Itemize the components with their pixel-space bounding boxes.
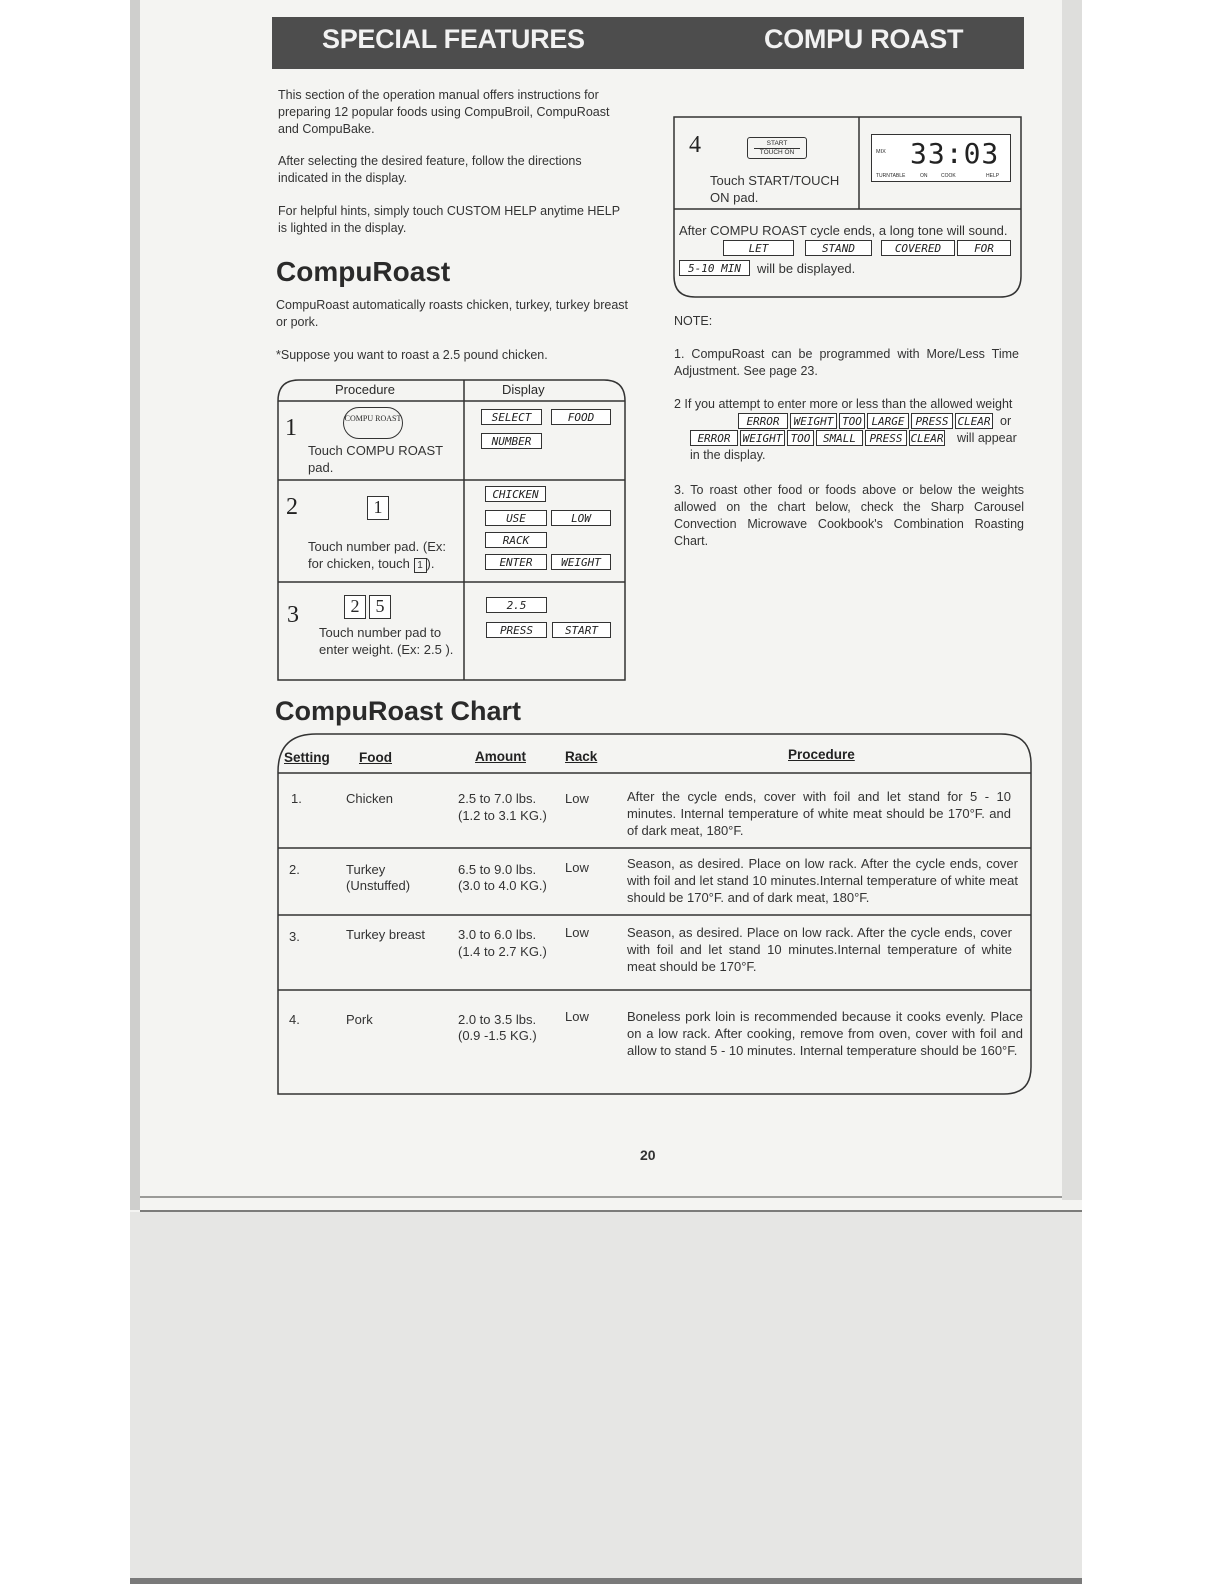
display-segment: 5-10 MIN: [679, 260, 750, 276]
display-segment: USE: [485, 510, 547, 526]
page-number: 20: [640, 1147, 656, 1163]
chart-cell-rack: Low: [565, 791, 589, 806]
step-instruction: Touch COMPU ROAST pad.: [308, 443, 443, 475]
display-segment: PRESS: [486, 622, 547, 638]
intro-paragraph: After selecting the desired feature, follow the directions indicated in the display.: [278, 154, 582, 185]
display-segment: LARGE: [867, 413, 909, 429]
compu-roast-key-icon: [343, 407, 403, 439]
after-cycle-text: [679, 222, 1016, 240]
page-bottom-edge: [140, 1196, 1062, 1198]
scanner-background: [130, 1212, 1082, 1584]
step-instruction: [308, 538, 458, 573]
note-item: 3. To roast other food or foods above or below the weights allowed on the chart below, check the Sharp Carousel Convection Microwave Cookbook's Combination Roasting Chart.: [674, 483, 1024, 548]
chart-header-setting: Setting: [284, 750, 330, 765]
number-key-icon: 5: [369, 595, 391, 619]
header-title-right: COMPU ROAST: [764, 24, 964, 54]
chart-cell-setting: 1.: [291, 791, 302, 806]
display-segment: LET: [723, 240, 794, 256]
display-segment: PRESS: [865, 430, 907, 446]
chart-cell-setting: 2.: [289, 862, 300, 877]
binding-shadow: [130, 0, 140, 1210]
section-description: CompuRoast automatically roasts chicken, turkey, turkey breast or pork.: [276, 298, 628, 329]
display-segment: PRESS: [911, 413, 953, 429]
display-segment: ERROR: [738, 413, 788, 429]
note-display-small: [690, 430, 954, 446]
chart-cell-food: Turkey breast: [346, 927, 425, 942]
display-segment: CLEAR: [910, 432, 944, 445]
chart-cell-amount: 2.0 to 3.5 lbs.: [458, 1012, 537, 1027]
chart-cell-amount-kg: (1.2 to 3.1 KG.): [458, 808, 547, 823]
display-segment: LOW: [551, 510, 611, 526]
chart-cell-procedure: Season, as desired. Place on low rack. After the cycle ends, cover with foil and let stand 10 minutes.Internal temperature of white meat should be 170°F.: [627, 925, 1012, 974]
display-segment: 2.5: [486, 597, 547, 613]
clock-label: HELP: [986, 173, 1000, 179]
col-header-display: Display: [502, 382, 545, 397]
display-segment: COVERED: [881, 240, 955, 256]
col-header-procedure: Procedure: [335, 382, 395, 397]
chart-cell-procedure: After the cycle ends, cover with foil and let stand for 5 - 10 minutes. Internal temperature of white meat should be 170°F. and of dark meat, 180°F.: [627, 789, 1011, 838]
chart-cell-amount-kg: (1.4 to 2.7 KG.): [458, 944, 547, 959]
note-item: 2 If you attempt to enter more or less than the allowed weight: [674, 397, 1013, 411]
note-item: 1. CompuRoast can be programmed with More/Less Time Adjustment. See page 23.: [674, 347, 1019, 378]
chart-cell-rack: Low: [565, 860, 589, 875]
section-title: CompuRoast: [276, 256, 451, 287]
display-segment: ENTER: [485, 554, 547, 570]
after-cycle-sentence: After COMPU ROAST cycle ends, a long tone will sound.: [679, 223, 1008, 238]
note-heading: NOTE:: [674, 314, 713, 328]
chart-cell-amount-kg: (3.0 to 4.0 KG.): [458, 878, 547, 893]
display-segment: WEIGHT: [551, 554, 611, 570]
compuroast-chart: [276, 732, 1033, 1096]
key-label: COMPU ROAST: [344, 414, 402, 423]
step-number: 4: [689, 132, 701, 158]
chart-cell-food: Chicken: [346, 791, 393, 806]
chart-cell-setting: 4.: [289, 1012, 300, 1027]
chart-cell-rack: Low: [565, 1009, 589, 1024]
key-label: START: [766, 140, 788, 147]
intro-paragraph: This section of the operation manual offers instructions for preparing 12 popular foods using CompuBroil, CompuRoast and CompuBake.: [278, 88, 610, 136]
chart-cell-food: Pork: [346, 1012, 373, 1027]
display-segment: WEIGHT: [790, 413, 837, 429]
example-text: *Suppose you want to roast a 2.5 pound chicken.: [276, 348, 548, 362]
clock-readout: 33:03: [910, 137, 1000, 170]
display-segment: CHICKEN: [485, 486, 546, 502]
note-will-appear: will appear: [957, 431, 1017, 445]
step-instruction: Touch number pad to enter weight. (Ex: 2.5 ).: [319, 625, 454, 657]
step4-panel: [673, 116, 1022, 298]
step-instruction: Touch START/TOUCH ON pad.: [710, 173, 840, 205]
chart-header-amount: Amount: [475, 749, 526, 764]
chart-cell-setting: 3.: [289, 929, 300, 944]
header-title-left: SPECIAL FEATURES: [322, 24, 585, 54]
display-segment: TOO: [787, 430, 814, 446]
clock-label: ON: [920, 173, 928, 179]
note-display-large: [738, 413, 996, 429]
chart-cell-food: Turkey: [346, 862, 386, 877]
display-segment: ERROR: [690, 430, 738, 446]
clock-label: TURNTABLE: [876, 173, 906, 179]
chart-header-procedure: Procedure: [788, 747, 855, 762]
key-label: TOUCH ON: [754, 148, 800, 157]
display-segment: SMALL: [816, 430, 863, 446]
chart-cell-procedure: Boneless pork loin is recommended because it cooks evenly. Place on a low rack. After cooking, remove from oven, cover with foil and allow to stand 5 - 10 minutes. Internal temperature should be 160°F.: [627, 1009, 1023, 1058]
scanner-edge: [130, 1578, 1082, 1584]
display-segment: FOOD: [551, 409, 611, 425]
display-segment: SELECT: [481, 409, 542, 425]
step-number: 3: [287, 602, 299, 628]
display-segment: WEIGHT: [740, 430, 785, 446]
display-segment: NUMBER: [481, 433, 542, 449]
chart-cell-food-note: (Unstuffed): [346, 878, 411, 893]
note-in-display: in the display.: [690, 448, 766, 462]
clock-label: COOK: [941, 173, 956, 179]
chart-header-rack: Rack: [565, 749, 598, 764]
number-key-icon: 1: [414, 558, 427, 573]
page-edge: [1062, 0, 1082, 1200]
display-segment: START: [552, 622, 611, 638]
clock-display: [871, 134, 1011, 182]
start-touch-on-key-icon: [747, 137, 807, 159]
clock-mix-label: MIX: [876, 149, 886, 155]
display-segment: TOO: [839, 413, 865, 429]
display-segment: CLEAR: [955, 413, 993, 429]
step-number: 1: [285, 415, 297, 441]
chart-cell-procedure: Season, as desired. Place on low rack. After the cycle ends, cover with foil and let stand 10 minutes.Internal temperature of white meat should be 170°F. and of dark meat, 180°F.: [627, 856, 1018, 905]
note-or: or: [1000, 414, 1012, 428]
after-cycle-end: will be displayed.: [757, 261, 856, 276]
chart-cell-amount: 3.0 to 6.0 lbs.: [458, 927, 537, 942]
intro-paragraph: For helpful hints, simply touch CUSTOM HELP anytime HELP is lighted in the display.: [278, 204, 620, 235]
number-key-icon: 1: [367, 496, 389, 520]
display-segment: RACK: [485, 532, 547, 548]
procedure-table: [277, 379, 626, 681]
instruction-text-end: ).: [426, 556, 435, 571]
number-key-icon: 2: [344, 595, 366, 619]
chart-title: CompuRoast Chart: [275, 696, 522, 726]
chart-header-food: Food: [359, 750, 392, 765]
chart-cell-amount: 2.5 to 7.0 lbs.: [458, 791, 537, 806]
chart-cell-rack: Low: [565, 925, 589, 940]
display-segment: STAND: [805, 240, 872, 256]
instruction-text: Touch number pad. (Ex: for chicken, touch: [308, 539, 447, 571]
step-number: 2: [286, 494, 298, 520]
display-segment: FOR: [957, 240, 1011, 256]
chart-cell-amount-kg: (0.9 -1.5 KG.): [458, 1028, 537, 1043]
chart-cell-amount: 6.5 to 9.0 lbs.: [458, 862, 537, 877]
